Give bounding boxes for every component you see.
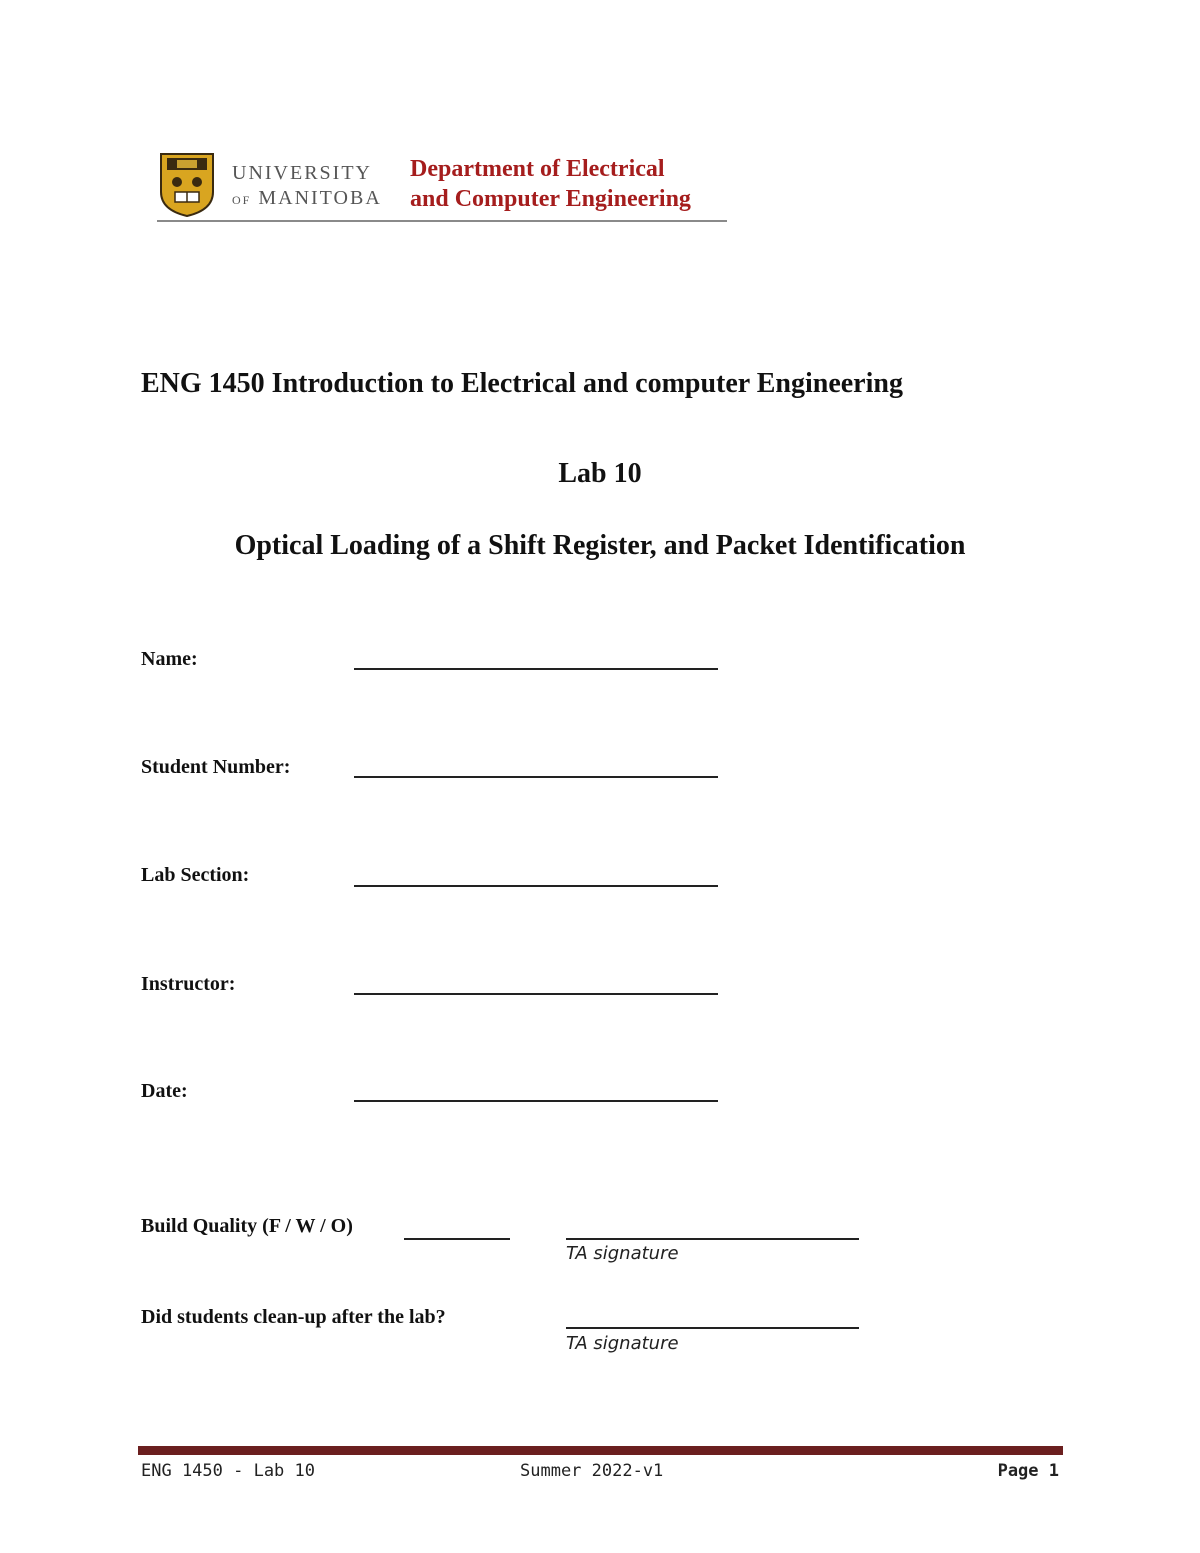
instructor-blank[interactable] <box>354 993 718 995</box>
field-label-date: Date: <box>141 1080 188 1102</box>
lab-section-blank[interactable] <box>354 885 718 887</box>
lab-subtitle: Optical Loading of a Shift Register, and Packet Identification <box>234 530 966 561</box>
ta-signature-caption-1: TA signature <box>566 1243 679 1264</box>
field-label-student-number: Student Number: <box>141 756 291 778</box>
ta-signature-caption-2: TA signature <box>566 1333 679 1354</box>
ta-signature-line-2[interactable] <box>566 1327 859 1329</box>
student-number-blank[interactable] <box>354 776 718 778</box>
footer-bar <box>138 1446 1063 1455</box>
field-label-lab-section: Lab Section: <box>141 864 250 886</box>
university-line1: UNIVERSITY <box>232 162 372 184</box>
date-blank[interactable] <box>354 1100 718 1102</box>
university-line2 <box>232 187 382 210</box>
header-logo <box>157 150 727 225</box>
footer-term: Summer 2022-v1 <box>520 1461 664 1481</box>
ta-signature-line-1[interactable] <box>566 1238 859 1240</box>
field-label-name: Name: <box>141 648 198 670</box>
course-title: ENG 1450 Introduction to Electrical and computer Engineering <box>141 368 903 399</box>
field-label-instructor: Instructor: <box>141 973 236 995</box>
cleanup-label: Did students clean-up after the lab? <box>141 1306 446 1328</box>
university-line2-prefix: OF <box>232 193 252 207</box>
name-blank[interactable] <box>354 668 718 670</box>
build-quality-label: Build Quality (F / W / O) <box>141 1215 353 1237</box>
build-quality-blank[interactable] <box>404 1238 510 1240</box>
logo-divider <box>157 220 727 222</box>
footer-page-number: Page 1 <box>997 1461 1059 1481</box>
department-name <box>410 154 691 214</box>
university-line2-text: MANITOBA <box>258 187 382 209</box>
footer-course: ENG 1450 - Lab 10 <box>141 1461 315 1481</box>
lab-title: Lab 10 <box>558 458 642 489</box>
department-line1: Department of Electrical <box>410 156 665 182</box>
university-wordmark <box>232 162 382 210</box>
department-line2: and Computer Engineering <box>410 186 691 212</box>
university-crest-icon <box>159 152 215 218</box>
